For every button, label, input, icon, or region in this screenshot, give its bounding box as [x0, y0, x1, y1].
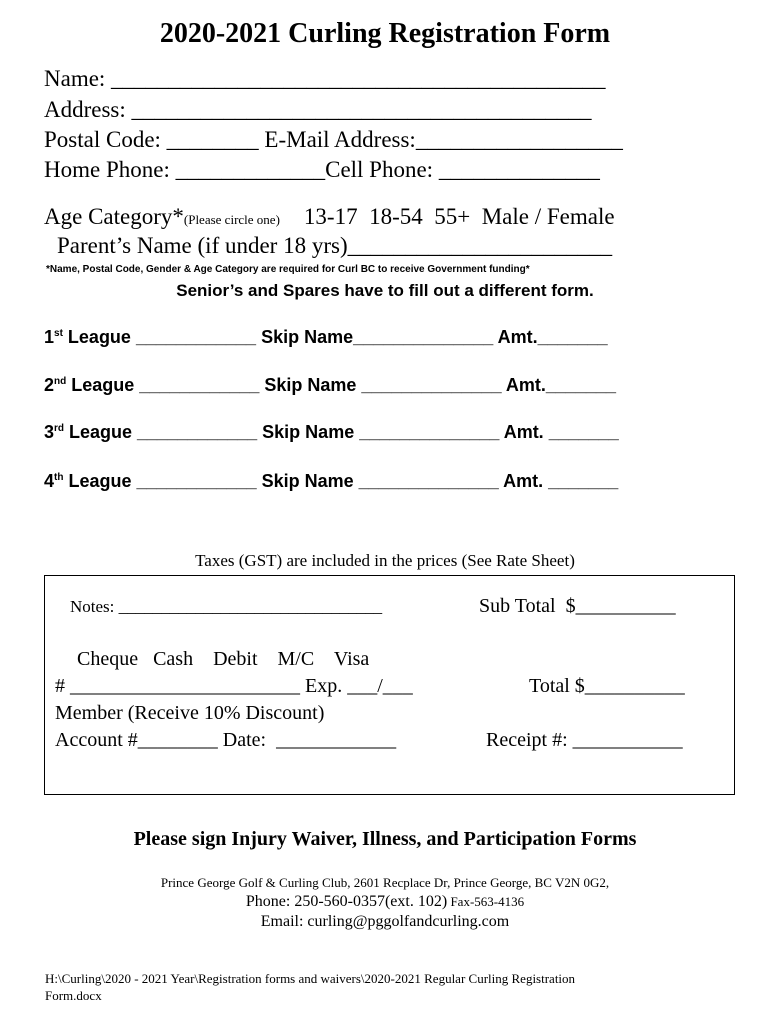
- club-address: Prince George Golf & Curling Club, 2601 Recplace Dr, Prince George, BC V2N 0G2,: [160, 875, 610, 890]
- receipt-field[interactable]: Receipt #: ___________: [486, 729, 683, 751]
- total-field[interactable]: Total $__________: [529, 675, 685, 697]
- club-email: Email: curling@pggolfandcurling.com: [260, 913, 510, 930]
- league-row-2[interactable]: 2nd League ____________ Skip Name ______________ Amt._______: [44, 375, 616, 395]
- postal-email-field[interactable]: Postal Code: ________ E-Mail Address:__________________: [44, 127, 623, 152]
- age-category-row: [44, 204, 615, 230]
- age-options[interactable]: 13-17 18-54 55+ Male / Female: [303, 204, 615, 229]
- notes-field[interactable]: Notes: _______________________________: [70, 597, 383, 616]
- waiver-note: Please sign Injury Waiver, Illness, and Participation Forms: [133, 828, 637, 850]
- phone-fields[interactable]: Home Phone: _____________Cell Phone: ______________: [44, 157, 600, 182]
- club-phone-fax: [0, 893, 770, 911]
- league-row-1[interactable]: 1st League ____________ Skip Name______________ Amt._______: [44, 327, 608, 347]
- club-phone: Phone: 250-560-0357(ext. 102): [245, 893, 448, 910]
- payment-methods[interactable]: Cheque Cash Debit M/C Visa: [77, 648, 370, 670]
- taxes-note: Taxes (GST) are included in the prices (See Rate Sheet): [195, 551, 575, 570]
- file-path-line-1: H:\Curling\2020 - 2021 Year\Registration forms and waivers\2020-2021 Regular Curling Registration: [45, 971, 576, 986]
- address-field[interactable]: Address: ________________________________________: [44, 97, 592, 122]
- league-row-3[interactable]: 3rd League ____________ Skip Name ______________ Amt. _______: [44, 422, 619, 442]
- name-field[interactable]: Name: ___________________________________________: [44, 66, 606, 91]
- file-path-line-2: Form.docx: [45, 988, 102, 1003]
- club-fax: Fax-563-4136: [447, 894, 525, 909]
- league-row-4[interactable]: 4th League ____________ Skip Name ______________ Amt. _______: [44, 471, 619, 491]
- form-title: 2020-2021 Curling Registration Form: [159, 18, 611, 49]
- required-note: *Name, Postal Code, Gender & Age Category are required for Curl BC to receive Government funding*: [46, 264, 530, 275]
- seniors-note: Senior’s and Spares have to fill out a different form.: [176, 281, 594, 300]
- account-date-field[interactable]: Account #________ Date: ____________: [55, 729, 397, 751]
- age-category-label: Age Category*: [44, 204, 184, 229]
- member-discount: Member (Receive 10% Discount): [55, 702, 325, 724]
- subtotal-field[interactable]: Sub Total $__________: [479, 595, 676, 617]
- parent-name-field[interactable]: Parent’s Name (if under 18 yrs)_______________________: [57, 233, 613, 258]
- card-number-field[interactable]: # _______________________ Exp. ___/___: [55, 675, 413, 697]
- age-category-hint: (Please circle one): [183, 212, 280, 227]
